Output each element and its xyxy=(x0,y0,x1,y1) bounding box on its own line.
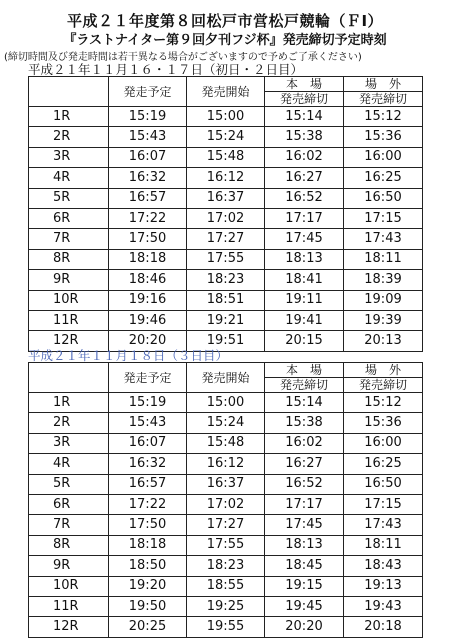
race-cell: 11R xyxy=(29,310,109,330)
start-planned-cell: 17:22 xyxy=(109,208,187,228)
main-sales-close-cell: 16:52 xyxy=(265,474,344,494)
start-planned-cell: 20:25 xyxy=(109,617,187,637)
start-planned-cell: 19:20 xyxy=(109,576,187,596)
race-cell: 3R xyxy=(29,433,109,453)
start-planned-cell: 18:46 xyxy=(109,270,187,290)
table-row xyxy=(29,168,423,188)
sales-open-cell: 15:00 xyxy=(187,107,265,127)
race-cell: 4R xyxy=(29,454,109,474)
off-sales-close-cell: 18:43 xyxy=(344,556,423,576)
main-sales-close-cell: 16:02 xyxy=(265,147,344,167)
sales-open-cell: 18:55 xyxy=(187,576,265,596)
off-sales-close-cell: 16:00 xyxy=(344,147,423,167)
start-planned-cell: 16:07 xyxy=(109,147,187,167)
header-main-sales-close: 発売締切 xyxy=(265,92,344,107)
table-row xyxy=(29,474,423,494)
start-planned-cell: 15:43 xyxy=(109,413,187,433)
sales-open-cell: 19:51 xyxy=(187,331,265,351)
main-sales-close-cell: 16:27 xyxy=(265,168,344,188)
main-sales-close-cell: 16:52 xyxy=(265,188,344,208)
start-planned-cell: 15:43 xyxy=(109,127,187,147)
table-row xyxy=(29,413,423,433)
table-row xyxy=(29,515,423,535)
sales-open-cell: 19:21 xyxy=(187,310,265,330)
race-cell: 2R xyxy=(29,127,109,147)
off-sales-close-cell: 18:11 xyxy=(344,535,423,555)
race-cell: 4R xyxy=(29,168,109,188)
header-race-blank xyxy=(29,77,109,107)
table-row xyxy=(29,576,423,596)
main-sales-close-cell: 19:41 xyxy=(265,310,344,330)
off-sales-close-cell: 16:25 xyxy=(344,168,423,188)
section-heading-day3: 平成２１年１１月１８日（３日目） xyxy=(28,348,229,363)
off-sales-close-cell: 17:15 xyxy=(344,494,423,514)
schedule-table-day1-2 xyxy=(28,76,423,352)
race-cell: 5R xyxy=(29,188,109,208)
header-race-blank xyxy=(29,363,109,393)
table-row xyxy=(29,556,423,576)
main-sales-close-cell: 18:45 xyxy=(265,556,344,576)
main-sales-close-cell: 17:17 xyxy=(265,208,344,228)
sales-open-cell: 17:02 xyxy=(187,494,265,514)
start-planned-cell: 15:19 xyxy=(109,107,187,127)
sales-open-cell: 17:55 xyxy=(187,535,265,555)
race-cell: 10R xyxy=(29,290,109,310)
race-cell: 9R xyxy=(29,556,109,576)
sales-open-cell: 15:00 xyxy=(187,393,265,413)
schedule-table-day3 xyxy=(28,362,423,638)
race-cell: 7R xyxy=(29,229,109,249)
main-sales-close-cell: 19:45 xyxy=(265,596,344,616)
main-sales-close-cell: 20:20 xyxy=(265,617,344,637)
off-sales-close-cell: 17:43 xyxy=(344,229,423,249)
sales-open-cell: 15:24 xyxy=(187,127,265,147)
start-planned-cell: 15:19 xyxy=(109,393,187,413)
header-off-site: 場 外 xyxy=(344,77,423,92)
main-sales-close-cell: 15:14 xyxy=(265,393,344,413)
race-cell: 9R xyxy=(29,270,109,290)
race-cell: 7R xyxy=(29,515,109,535)
sales-open-cell: 17:27 xyxy=(187,515,265,535)
table-row xyxy=(29,596,423,616)
header-main-sales-close: 発売締切 xyxy=(265,378,344,393)
start-planned-cell: 19:50 xyxy=(109,596,187,616)
off-sales-close-cell: 17:15 xyxy=(344,208,423,228)
table-row xyxy=(29,208,423,228)
sales-open-cell: 16:12 xyxy=(187,168,265,188)
header-off-sales-close: 発売締切 xyxy=(344,378,423,393)
header-sales-open: 発売開始 xyxy=(187,77,265,107)
off-sales-close-cell: 20:18 xyxy=(344,617,423,637)
off-sales-close-cell: 16:50 xyxy=(344,474,423,494)
start-planned-cell: 18:50 xyxy=(109,556,187,576)
document-title: 平成２１年度第８回松戸市営松戸競輪（ＦⅠ） xyxy=(66,12,384,30)
disclaimer-note: (締切時間及び発走時間は若干異なる場合がございますので予めご了承ください) xyxy=(4,52,362,63)
header-start-planned: 発走予定 xyxy=(109,363,187,393)
main-sales-close-cell: 16:02 xyxy=(265,433,344,453)
start-planned-cell: 18:18 xyxy=(109,535,187,555)
off-sales-close-cell: 19:39 xyxy=(344,310,423,330)
header-main-venue: 本 場 xyxy=(265,363,344,378)
section-heading-day1-2: 平成２１年１１月１６・１７日（初日・２日目） xyxy=(28,62,304,77)
race-cell: 6R xyxy=(29,494,109,514)
race-cell: 11R xyxy=(29,596,109,616)
start-planned-cell: 19:46 xyxy=(109,310,187,330)
table-row xyxy=(29,433,423,453)
table-row xyxy=(29,127,423,147)
main-sales-close-cell: 18:41 xyxy=(265,270,344,290)
header-start-planned: 発走予定 xyxy=(109,77,187,107)
table-row xyxy=(29,147,423,167)
sales-open-cell: 16:12 xyxy=(187,454,265,474)
table-row xyxy=(29,454,423,474)
race-cell: 12R xyxy=(29,331,109,351)
table-row xyxy=(29,310,423,330)
race-cell: 8R xyxy=(29,535,109,555)
document-subtitle: 『ラストナイター第９回夕刊フジ杯』発売締切予定時刻 xyxy=(63,33,387,48)
main-sales-close-cell: 18:13 xyxy=(265,535,344,555)
table-row xyxy=(29,270,423,290)
table-row xyxy=(29,249,423,269)
sales-open-cell: 18:51 xyxy=(187,290,265,310)
sales-open-cell: 19:55 xyxy=(187,617,265,637)
table-row xyxy=(29,290,423,310)
table-row xyxy=(29,535,423,555)
start-planned-cell: 20:20 xyxy=(109,331,187,351)
off-sales-close-cell: 16:00 xyxy=(344,433,423,453)
header-main-venue: 本 場 xyxy=(265,77,344,92)
sales-open-cell: 16:37 xyxy=(187,474,265,494)
main-sales-close-cell: 20:15 xyxy=(265,331,344,351)
off-sales-close-cell: 16:25 xyxy=(344,454,423,474)
race-cell: 3R xyxy=(29,147,109,167)
main-sales-close-cell: 18:13 xyxy=(265,249,344,269)
table-row xyxy=(29,107,423,127)
off-sales-close-cell: 15:36 xyxy=(344,127,423,147)
start-planned-cell: 17:50 xyxy=(109,229,187,249)
off-sales-close-cell: 17:43 xyxy=(344,515,423,535)
start-planned-cell: 16:32 xyxy=(109,168,187,188)
start-planned-cell: 16:32 xyxy=(109,454,187,474)
race-cell: 8R xyxy=(29,249,109,269)
main-sales-close-cell: 16:27 xyxy=(265,454,344,474)
start-planned-cell: 17:22 xyxy=(109,494,187,514)
table-row xyxy=(29,188,423,208)
main-sales-close-cell: 17:45 xyxy=(265,229,344,249)
off-sales-close-cell: 16:50 xyxy=(344,188,423,208)
off-sales-close-cell: 15:36 xyxy=(344,413,423,433)
table-row xyxy=(29,494,423,514)
race-cell: 5R xyxy=(29,474,109,494)
header-off-site: 場 外 xyxy=(344,363,423,378)
sales-open-cell: 17:27 xyxy=(187,229,265,249)
off-sales-close-cell: 15:12 xyxy=(344,107,423,127)
main-sales-close-cell: 15:38 xyxy=(265,127,344,147)
sales-open-cell: 19:25 xyxy=(187,596,265,616)
header-off-sales-close: 発売締切 xyxy=(344,92,423,107)
off-sales-close-cell: 18:39 xyxy=(344,270,423,290)
start-planned-cell: 16:07 xyxy=(109,433,187,453)
off-sales-close-cell: 19:43 xyxy=(344,596,423,616)
race-cell: 2R xyxy=(29,413,109,433)
table-row xyxy=(29,229,423,249)
sales-open-cell: 16:37 xyxy=(187,188,265,208)
main-sales-close-cell: 17:17 xyxy=(265,494,344,514)
race-cell: 12R xyxy=(29,617,109,637)
off-sales-close-cell: 19:13 xyxy=(344,576,423,596)
sales-open-cell: 18:23 xyxy=(187,270,265,290)
off-sales-close-cell: 19:09 xyxy=(344,290,423,310)
race-cell: 6R xyxy=(29,208,109,228)
header-sales-open: 発売開始 xyxy=(187,363,265,393)
start-planned-cell: 17:50 xyxy=(109,515,187,535)
start-planned-cell: 19:16 xyxy=(109,290,187,310)
race-cell: 10R xyxy=(29,576,109,596)
off-sales-close-cell: 18:11 xyxy=(344,249,423,269)
table-row xyxy=(29,617,423,637)
start-planned-cell: 16:57 xyxy=(109,188,187,208)
main-sales-close-cell: 15:14 xyxy=(265,107,344,127)
start-planned-cell: 18:18 xyxy=(109,249,187,269)
sales-open-cell: 17:55 xyxy=(187,249,265,269)
main-sales-close-cell: 19:15 xyxy=(265,576,344,596)
race-cell: 1R xyxy=(29,107,109,127)
race-cell: 1R xyxy=(29,393,109,413)
main-sales-close-cell: 15:38 xyxy=(265,413,344,433)
table-row xyxy=(29,393,423,413)
start-planned-cell: 16:57 xyxy=(109,474,187,494)
sales-open-cell: 15:48 xyxy=(187,433,265,453)
main-sales-close-cell: 19:11 xyxy=(265,290,344,310)
off-sales-close-cell: 15:12 xyxy=(344,393,423,413)
sales-open-cell: 17:02 xyxy=(187,208,265,228)
sales-open-cell: 15:24 xyxy=(187,413,265,433)
sales-open-cell: 15:48 xyxy=(187,147,265,167)
main-sales-close-cell: 17:45 xyxy=(265,515,344,535)
off-sales-close-cell: 20:13 xyxy=(344,331,423,351)
sales-open-cell: 18:23 xyxy=(187,556,265,576)
